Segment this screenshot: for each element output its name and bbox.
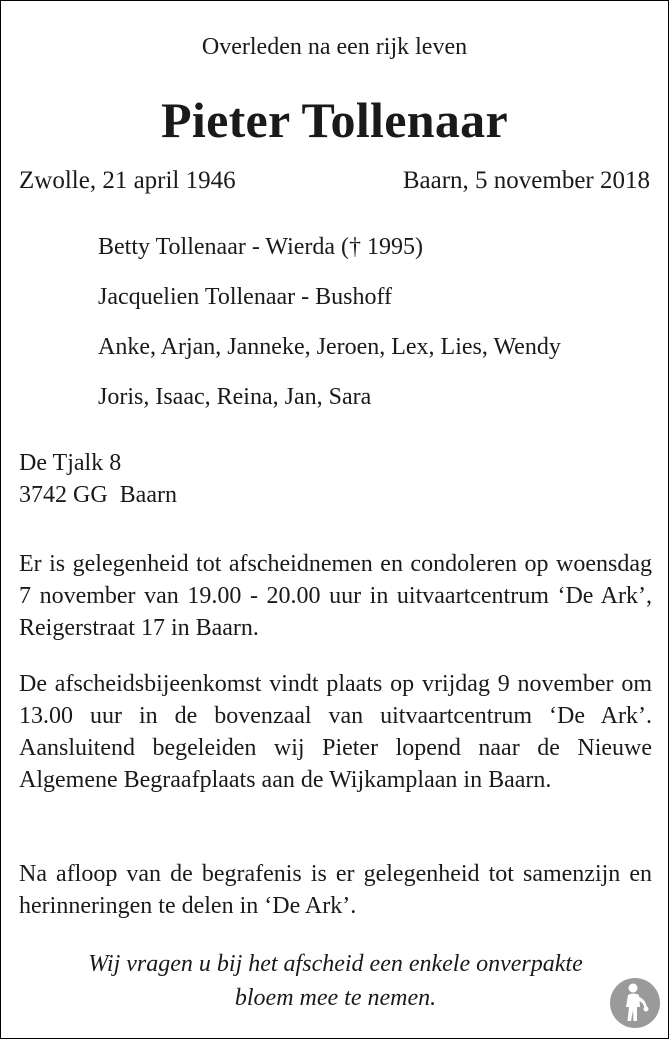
deceased-name: Pieter Tollenaar	[161, 92, 508, 148]
family-list	[98, 229, 561, 429]
birth-place-date: Zwolle, 21 april 1946	[19, 167, 236, 194]
death-place-date: Baarn, 5 november 2018	[402, 167, 650, 194]
closing-line: Wij vragen u bij het afscheid een enkele onverpakte	[88, 951, 583, 977]
closing-line: bloem mee te nemen.	[234, 985, 437, 1011]
correspondence-address	[19, 447, 177, 511]
closing-request	[19, 947, 652, 1015]
address-street: De Tjalk 8	[19, 450, 122, 476]
address-city: 3742 GG Baarn	[19, 482, 177, 508]
gathering-paragraph: Na afloop van de begrafenis is er gelegenheid tot samenzijn en herinneringen te delen in ‘De Ark’.	[19, 861, 652, 919]
memorial-figure-icon	[609, 977, 661, 1029]
family-line: Jacquelien Tollenaar - Bushoff	[98, 284, 393, 310]
family-line: Anke, Arjan, Janneke, Jeroen, Lex, Lies, Wendy	[98, 334, 561, 360]
condolence-paragraph: Er is gelegenheid tot afscheidnemen en condoleren op woensdag 7 november van 19.00 - 20.00 uur in uitvaartcentrum ‘De Ark’, Reigerstraat 17 in Baarn.	[19, 551, 652, 641]
family-line: Betty Tollenaar - Wierda († 1995)	[98, 234, 424, 260]
family-line: Joris, Isaac, Reina, Jan, Sara	[98, 384, 372, 410]
life-dates	[19, 164, 650, 198]
intro-text: Overleden na een rijk leven	[201, 34, 468, 60]
ceremony-paragraph: De afscheidsbijeenkomst vindt plaats op vrijdag 9 november om 13.00 uur in de bovenzaal van uitvaartcentrum ‘De Ark’. Aansluitend begeleiden wij Pieter lopend naar de Nieuwe Algemene Begraafplaats aan de Wijkamplaan in Baarn.	[19, 671, 652, 793]
